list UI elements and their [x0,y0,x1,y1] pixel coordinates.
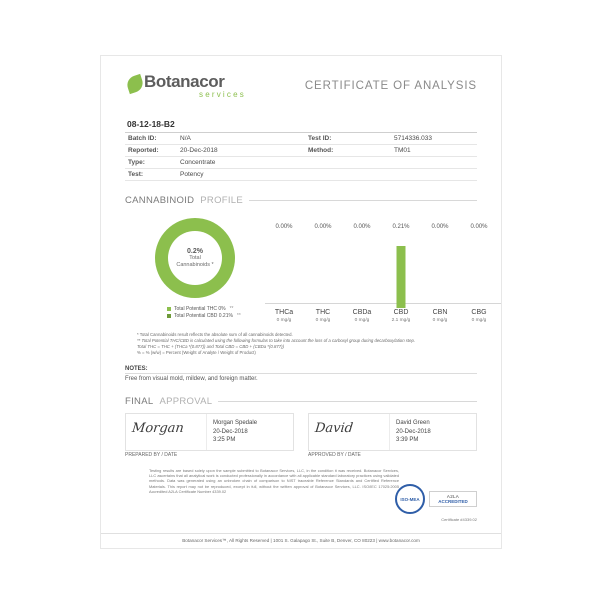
bar-value: 0.00% [275,224,293,230]
divider [249,200,477,201]
bar-value: 0.21% [392,224,410,230]
meta-label [308,169,394,180]
a2la-bottom-label: ACCREDITED [438,499,468,504]
meta-label: Type: [128,159,145,166]
legend-footnote-mark: ** [229,306,234,312]
signature-mark: David [314,421,354,436]
signature-row [125,413,477,451]
signature-mark: Morgan [131,421,185,436]
table-row [125,133,477,145]
legend-label: Total Potential THC 0% [174,306,226,312]
bar-value: 0.00% [314,224,332,230]
bar-category: CBDa [352,309,372,316]
section-title-primary: CANNABINOID [125,195,195,206]
meta-value: Concentrate [180,159,216,166]
bar-column [304,224,342,324]
footnote-1: * Total Cannabinoids result reflects the absolute sum of all cannabinoids detected. [137,332,293,337]
coa-sheet [100,55,502,549]
cannabinoid-bar-chart [265,212,501,324]
document-footer: Botanacor Services™, All Rights Reserved | 1001 S. Galapago St., Suite B, Denver, CO 80223 | www.botanacor.com [101,533,501,548]
prepared-by-caption: PREPARED BY / DATE [125,452,178,458]
signature-cell [309,414,390,450]
bar-column [421,224,459,324]
iso-seal-icon: ISO-MEA [395,484,425,514]
legend-footnote-mark: ** [236,313,241,319]
section-title-secondary: PROFILE [200,195,244,206]
meta-value: Potency [180,171,204,178]
approved-by-caption: APPROVED BY / DATE [308,452,361,458]
legend-item [167,306,241,313]
signature-captions [125,452,477,458]
bar-category: THC [315,309,331,316]
bar-value: 0.00% [431,224,449,230]
bar-plot [265,234,303,308]
bar-sublabel: 0 mg/g [471,318,487,323]
a2la-top-label: A2LA [446,494,460,499]
meta-value: N/A [180,135,191,142]
cannabinoid-chart-area [125,212,488,330]
sample-id: 08-12-18-B2 [125,116,477,133]
bar-sublabel: 0 mg/g [354,318,370,323]
legend-swatch-icon [167,307,171,311]
notes-title: NOTES: [125,366,477,374]
legal-fineprint: Testing results are based solely upon the sample submitted to Botanacor Services, LLC, in the condition it was received. Botanacor Services, LLC ascertains that all analytical work is conducted professionally in accordance with all applicable standard laboratory practices using validated methods. Data was generated using an unbroken chain of comparison to NIST traceable Reference Standards and Certified Reference Materials. This report may not be reproduced, except in full, without the written approval of Botanacor Services, LLC. ISO/IEC 17025:2005 Accredited A2LA Certificate Number 4339.02 [149,468,399,494]
bar-plot [421,234,459,308]
bar-plot [382,234,420,308]
bar-shape [397,246,406,308]
meta-label: Test: [128,171,144,178]
approved-by-block [308,413,477,451]
prepared-by-block [125,413,294,451]
notes-section [125,366,477,382]
footnote-4: % = % (w/w) = Percent (Weight of Analyte / Weight of Product) [137,350,256,355]
chart-legend [167,306,241,320]
signatory-info [390,414,476,450]
chart-footnotes [137,332,477,356]
bar-plot [460,234,498,308]
bar-category: CBN [432,309,448,316]
table-row [125,169,477,181]
signatory-name: Morgan Spedale [213,420,258,426]
bar-category: CBD [393,309,409,316]
divider [218,401,477,402]
bar-value: 0.00% [470,224,488,230]
bar-sublabel: 0 mg/g [315,318,331,323]
signatory-info [207,414,293,450]
legend-item [167,313,241,320]
footnote-2-text: ** Total Potential THC/CBD is calculated using the following formulas to take into account the loss of a carboxyl group during decarboxylation step. [137,338,416,343]
donut-percent: 0.2% [187,247,203,255]
final-approval-header [125,396,477,407]
bar-value: 0.00% [353,224,371,230]
signature-cell [126,414,207,450]
meta-value: 5714336.033 [394,135,432,142]
bar-sublabel: 0 mg/g [432,318,448,323]
logo-subtext: services [199,90,246,99]
bar-sublabel: 0 mg/g [276,318,292,323]
page-title: CERTIFICATE OF ANALYSIS [304,80,477,92]
signatory-date: 20-Dec-2018 [213,428,248,435]
cannabinoid-section-header [125,195,477,206]
signatory-time: 3:25 PM [213,437,236,443]
bar-plot [343,234,381,308]
notes-text: Free from visual mold, mildew, and foreign matter. [125,376,258,382]
table-row [125,157,477,169]
bar-column [382,224,420,324]
document-header [115,66,487,114]
section-title-secondary: APPROVAL [159,396,213,407]
bar-column [343,224,381,324]
bar-category: THCa [274,309,294,316]
meta-value [394,157,477,168]
section-title-primary: FINAL [125,396,154,407]
logo-wordmark: Botanacor [144,72,225,91]
certificate-number: Certificate #4339.02 [441,517,477,522]
sample-meta-table [125,116,477,181]
meta-label: Reported: [128,147,159,154]
signatory-date: 20-Dec-2018 [396,428,431,435]
meta-value [394,169,477,180]
accreditation-seals [395,484,477,514]
bar-column [265,224,303,324]
signatory-name: David Green [396,420,430,426]
legend-label: Total Potential CBD 0.21% [174,313,233,319]
legend-swatch-icon [167,314,171,318]
total-cannabinoids-donut [155,218,251,319]
a2la-seal [429,491,477,507]
meta-label: Method: [308,147,334,154]
donut-label-line1: Total [189,254,201,261]
signatory-time: 3:39 PM [396,437,419,443]
meta-value: TM01 [394,147,411,154]
meta-value: 20-Dec-2018 [180,147,218,154]
meta-label [308,157,394,168]
bar-column [460,224,498,324]
table-row [125,145,477,157]
meta-label: Test ID: [308,135,332,142]
botanacor-logo [127,72,257,106]
leaf-icon [125,74,145,94]
bar-category: CBG [471,309,487,316]
donut-label-line2: Cannabinoids * [176,261,214,268]
donut-center [168,231,222,285]
footnote-3-text: Total THC = THC + (THCa *(0.877)) and Total CBD = CBD + (CBDa *(0.877)) [137,344,285,349]
meta-label: Batch ID: [128,135,157,142]
bar-plot [304,234,342,308]
bar-sublabel: 2.1 mg/g [391,318,411,323]
